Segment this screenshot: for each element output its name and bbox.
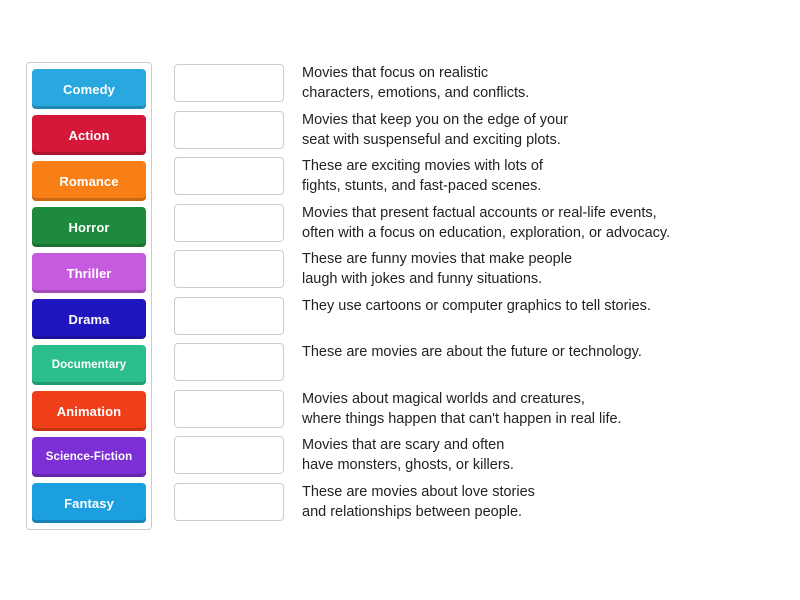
definition-line: They use cartoons or computer graphics to tell stories. bbox=[302, 297, 651, 314]
answer-tile[interactable]: Action bbox=[32, 115, 146, 155]
answer-dropzone[interactable] bbox=[174, 204, 284, 242]
answer-tile[interactable]: Animation bbox=[32, 391, 146, 431]
definition-row bbox=[174, 341, 784, 388]
definition-rows bbox=[174, 62, 784, 527]
definition-row bbox=[174, 481, 784, 528]
definition-line: laugh with jokes and funny situations. bbox=[302, 271, 543, 287]
answer-tile[interactable]: Romance bbox=[32, 161, 146, 201]
definition-row bbox=[174, 434, 784, 481]
answer-tile[interactable]: Drama bbox=[32, 299, 146, 339]
definition-row bbox=[174, 155, 784, 202]
definition-row bbox=[174, 248, 784, 295]
answer-dropzone[interactable] bbox=[174, 483, 284, 521]
definition-text bbox=[302, 202, 670, 243]
answer-tile[interactable]: Horror bbox=[32, 207, 146, 247]
definition-line: often with a focus on education, exploration, or advocacy. bbox=[302, 224, 671, 241]
definition-line: Movies that focus on realistic bbox=[302, 65, 489, 81]
definition-text bbox=[302, 388, 622, 429]
definition-row bbox=[174, 109, 784, 156]
definition-row bbox=[174, 388, 784, 435]
definition-text bbox=[302, 341, 642, 362]
answer-dropzone[interactable] bbox=[174, 64, 284, 102]
answer-dropzone[interactable] bbox=[174, 436, 284, 474]
answer-tile[interactable]: Science-Fiction bbox=[32, 437, 146, 477]
definition-line: where things happen that can't happen in real life. bbox=[302, 410, 622, 427]
definition-line: Movies that are scary and often bbox=[302, 437, 505, 453]
definition-line: These are movies are about the future or technology. bbox=[302, 344, 642, 360]
definition-line: These are movies about love stories bbox=[302, 483, 535, 500]
definition-text bbox=[302, 62, 529, 103]
definition-row bbox=[174, 202, 784, 249]
definition-line: Movies about magical worlds and creatures, bbox=[302, 390, 585, 407]
answer-tile[interactable]: Documentary bbox=[32, 345, 146, 385]
definition-line: fights, stunts, and fast-paced scenes. bbox=[302, 178, 542, 194]
definition-line: These are exciting movies with lots of bbox=[302, 158, 543, 174]
definition-line: and relationships between people. bbox=[302, 503, 523, 520]
definition-text bbox=[302, 109, 568, 150]
answer-dropzone[interactable] bbox=[174, 111, 284, 149]
definition-line: Movies that keep you on the edge of your bbox=[302, 111, 569, 128]
answer-dropzone[interactable] bbox=[174, 343, 284, 381]
definition-text bbox=[302, 481, 535, 522]
definition-text bbox=[302, 295, 651, 316]
answer-tile[interactable]: Comedy bbox=[32, 69, 146, 109]
definition-line: have monsters, ghosts, or killers. bbox=[302, 457, 514, 473]
answer-dropzone[interactable] bbox=[174, 250, 284, 288]
definition-text bbox=[302, 155, 543, 196]
definition-line: seat with suspenseful and exciting plots. bbox=[302, 131, 561, 148]
definition-line: These are funny movies that make people bbox=[302, 251, 573, 267]
answer-dropzone[interactable] bbox=[174, 390, 284, 428]
answer-tile[interactable]: Thriller bbox=[32, 253, 146, 293]
definition-row bbox=[174, 62, 784, 109]
answer-dropzone[interactable] bbox=[174, 157, 284, 195]
answer-tile[interactable]: Fantasy bbox=[32, 483, 146, 523]
definition-text bbox=[302, 248, 572, 289]
definition-row bbox=[174, 295, 784, 342]
definition-line: Movies that present factual accounts or real-life events, bbox=[302, 204, 657, 221]
definition-line: characters, emotions, and conflicts. bbox=[302, 85, 530, 101]
answer-tiles-panel bbox=[26, 62, 152, 530]
answer-dropzone[interactable] bbox=[174, 297, 284, 335]
definition-text bbox=[302, 434, 514, 475]
